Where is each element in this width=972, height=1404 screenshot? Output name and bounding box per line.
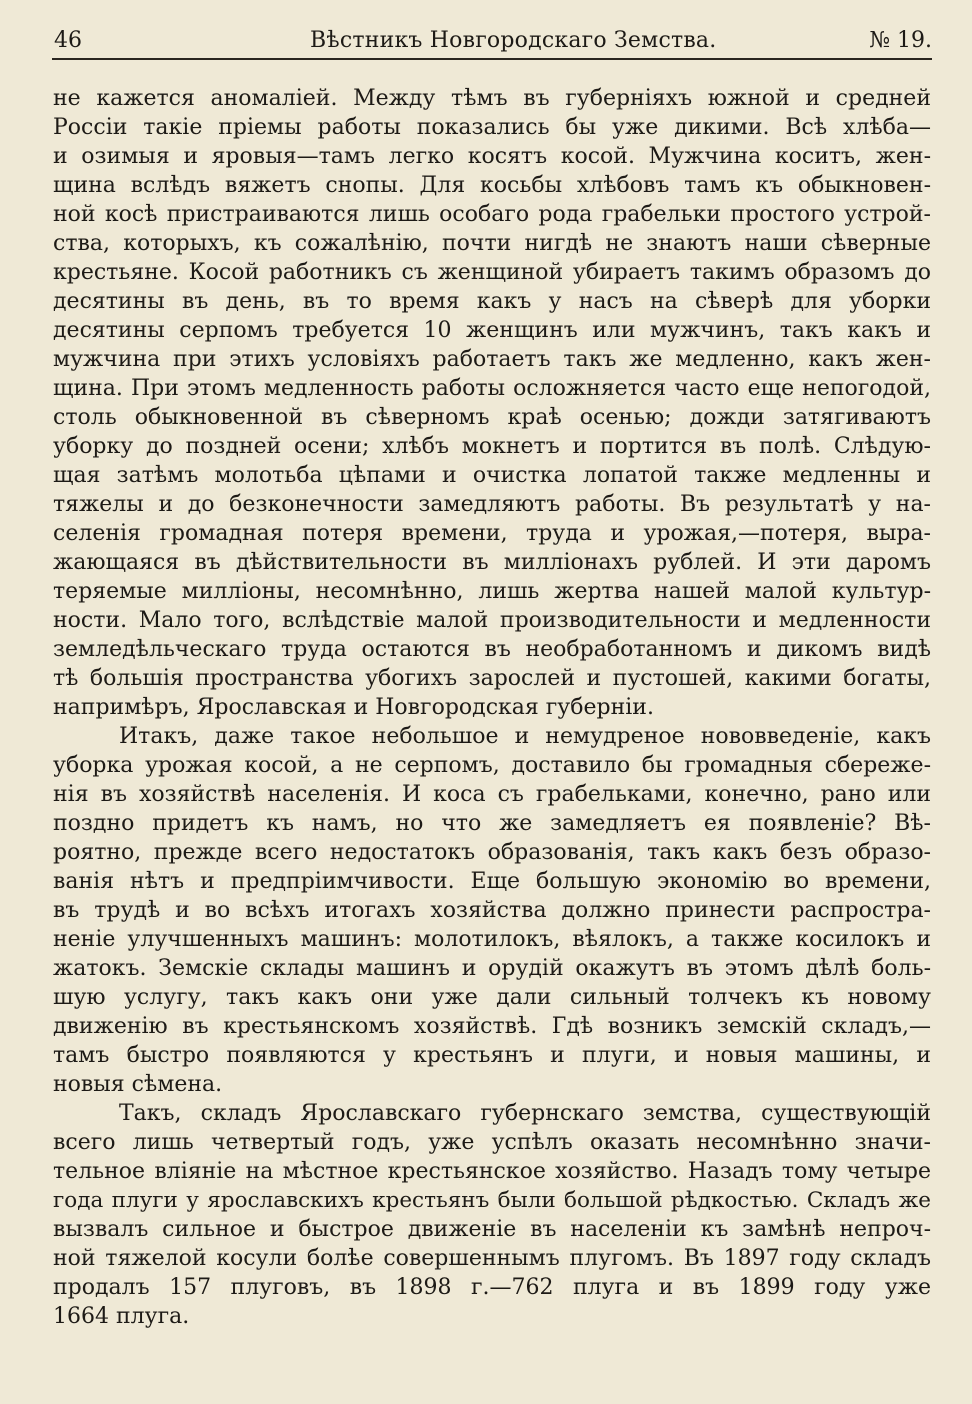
text-line: тельное вліяніе на мѣстное крестьянское хозяйство. Назадъ тому четыре: [53, 1159, 931, 1184]
text-line: всего лишь четвертый годъ, уже успѣлъ оказать несомнѣнно значи-: [53, 1130, 931, 1155]
text-line: щина. При этомъ медленность работы осложняется часто еще непогодой,: [53, 376, 931, 401]
text-line: ной тяжелой косули болѣе совершеннымъ плугомъ. Въ 1897 году складъ: [53, 1246, 931, 1271]
text-line: напримѣръ, Ярославская и Новгородская губерніи.: [53, 695, 654, 720]
text-line: не кажется аномаліей. Между тѣмъ въ губерніяхъ южной и средней: [53, 86, 931, 111]
text-line: щина вслѣдъ вяжетъ снопы. Для косьбы хлѣбовъ тамъ къ обыкновен-: [53, 173, 931, 198]
page-number: 46: [54, 28, 82, 53]
text-line: въ трудѣ и во всѣхъ итогахъ хозяйства должно принести распростра-: [53, 898, 931, 923]
text-line: теряемые милліоны, несомнѣнно, лишь жертва нашей малой культур-: [53, 579, 931, 604]
text-line: Россіи такіе пріемы работы показались бы уже дикими. Всѣ хлѣба—: [53, 115, 931, 140]
running-header: [52, 26, 932, 56]
text-line: Такъ, складъ Ярославскаго губернскаго земства, существующій: [119, 1101, 931, 1126]
text-line: уборка урожая косой, а не серпомъ, доставило бы громадныя сбереже-: [53, 753, 931, 778]
text-line: земледѣльческаго труда остаются въ необработанномъ и дикомъ видѣ: [53, 637, 931, 662]
text-line: новыя сѣмена.: [53, 1072, 223, 1097]
text-line: тяжелы и до безконечности замедляютъ работы. Въ результатѣ у на-: [53, 492, 931, 517]
issue-number: № 19.: [869, 28, 932, 53]
text-line: жатокъ. Земскіе склады машинъ и орудій окажутъ въ этомъ дѣлѣ боль-: [53, 956, 931, 981]
text-line: неніе улучшенныхъ машинъ: молотилокъ, вѣялокъ, а также косилокъ и: [53, 927, 931, 952]
text-line: и озимыя и яровыя—тамъ легко косятъ косой. Мужчина коситъ, жен-: [53, 144, 931, 169]
body-text: [53, 84, 931, 1331]
journal-title: Вѣстникъ Новгородскаго Земства.: [310, 28, 717, 53]
text-line: жающаяся въ дѣйствительности въ милліонахъ рублей. И эти даромъ: [53, 550, 931, 575]
text-line: поздно придетъ къ намъ, но что же замедляетъ ея появленіе? Вѣ-: [53, 811, 931, 836]
text-line: вызвалъ сильное и быстрое движеніе въ населеніи къ замѣнѣ непроч-: [53, 1217, 931, 1242]
text-line: 1664 плуга.: [53, 1304, 190, 1329]
text-line: десятины серпомъ требуется 10 женщинъ или мужчинъ, такъ какъ и: [53, 318, 931, 343]
text-line: столь обыкновенной въ сѣверномъ краѣ осенью; дожди затягиваютъ: [53, 405, 931, 430]
text-line: ной косѣ пристраиваются лишь особаго рода грабельки простого устрой-: [53, 202, 931, 227]
text-line: ванія нѣтъ и предпріимчивости. Еще большую экономію во времени,: [53, 869, 931, 894]
header-rule: [52, 58, 932, 60]
text-line: продалъ 157 плуговъ, въ 1898 г.—762 плуга и въ 1899 году уже: [53, 1275, 931, 1300]
text-line: года плуги у ярославскихъ крестьянъ были большой рѣдкостью. Складъ же: [53, 1188, 931, 1213]
text-line: мужчина при этихъ условіяхъ работаетъ такъ же медленно, какъ жен-: [53, 347, 931, 372]
text-line: десятины въ день, въ то время какъ у насъ на сѣверѣ для уборки: [53, 289, 931, 314]
text-line: роятно, прежде всего недостатокъ образованія, такъ какъ безъ образо-: [53, 840, 931, 865]
text-line: шую услугу, такъ какъ они уже дали сильный толчекъ къ новому: [53, 985, 931, 1010]
text-line: движенію въ крестьянскомъ хозяйствѣ. Гдѣ возникъ земскій складъ,—: [53, 1014, 931, 1039]
text-line: Итакъ, даже такое небольшое и немудреное нововведеніе, какъ: [119, 724, 931, 749]
text-line: селенія громадная потеря времени, труда и урожая,—потеря, выра-: [53, 521, 931, 546]
text-line: ности. Мало того, вслѣдствіе малой производительности и медленности: [53, 608, 931, 633]
text-line: ства, которыхъ, къ сожалѣнію, почти нигдѣ не знаютъ наши сѣверные: [53, 231, 931, 256]
text-line: тамъ быстро появляются у крестьянъ и плуги, и новыя машины, и: [53, 1043, 931, 1068]
text-line: уборку до поздней осени; хлѣбъ мокнетъ и портится въ полѣ. Слѣдую-: [53, 434, 931, 459]
text-line: щая затѣмъ молотьба цѣпами и очистка лопатой также медленны и: [53, 463, 931, 488]
text-line: тѣ большія пространства убогихъ зарослей и пустошей, какими богаты,: [53, 666, 931, 691]
text-line: крестьяне. Косой работникъ съ женщиной убираетъ такимъ образомъ до: [53, 260, 931, 285]
text-line: нія въ хозяйствѣ населенія. И коса съ грабельками, конечно, рано или: [53, 782, 931, 807]
